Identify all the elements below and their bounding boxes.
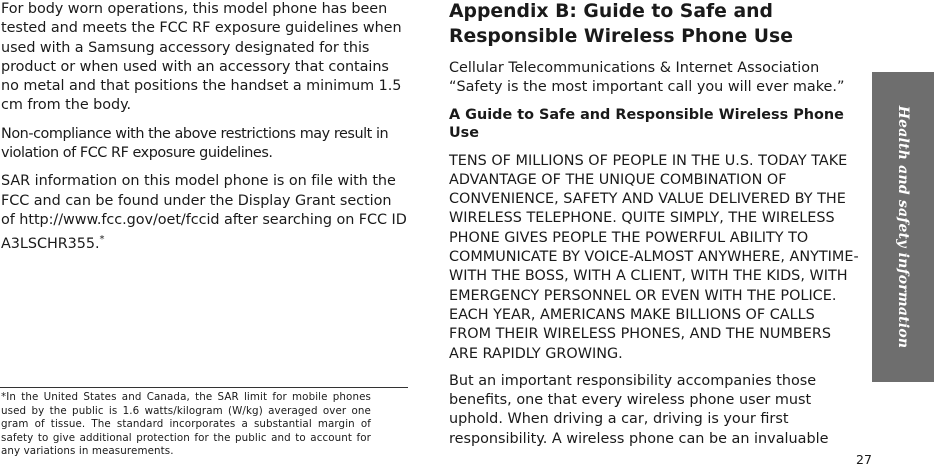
intro-paragraph: TENS OF MILLIONS OF PEOPLE IN THE U.S. TODAY TAKE ADVANTAGE OF THE UNIQUE COMBINATION OF CONVENIENCE, SAFETY AND VALUE DELIVERED BY THE WIRELESS TELEPHONE. QUITE SIMPLY, THE WIRELESS PHONE GIVES PEOPLE THE POWERFUL ABILITY TO COMMUNICATE BY VOICE-ALMOST ANYWHERE, ANYTIME-WITH THE BOSS, WITH A CLIENT, WITH THE KIDS, WITH EMERGENCY PERSONNEL OR EVEN WITH THE POLICE. EACH YEAR, AMERICANS MAKE BILLIONS OF CALLS FROM THEIR WIRELESS PHONES, AND THE NUMBERS ARE RAPIDLY GROWING.: [449, 152, 859, 362]
non-compliance-paragraph: Non-compliance with the above restrictions may result in violation of FCC RF exposure guidelines.: [1, 125, 389, 162]
section-heading: A Guide to Safe and Responsible Wireless Phone Use: [449, 106, 844, 142]
section-side-tab: [872, 72, 934, 382]
responsibility-paragraph: But an important responsibility accompanies those benefits, one that every wireless phone user must uphold. When driving a car, driving is your first responsibility. A wireless phone can be an invaluable: [449, 372, 829, 447]
side-tab-label: Health and safety information: [895, 105, 911, 349]
body-worn-paragraph: For body worn operations, this model phone has been tested and meets the FCC RF exposure guidelines when used with a Samsung accessory designated for this product or when used with an accessory that contains no metal and that positions the handset a minimum 1.5 cm from the body.: [1, 1, 402, 114]
sar-info-paragraph: [1, 172, 409, 254]
appendix-subtitle: [449, 59, 859, 98]
sar-footnote: *In the United States and Canada, the SAR limit for mobile phones used by the public is 1.6 watts/kilogram (W/kg) averaged over one gram of tissue. The standard incorporates a substantial margin of safety to give additional protection for the public and to account for any variations in measurements.: [1, 391, 371, 457]
safety-quote: “Safety is the most important call you will ever make.”: [449, 79, 845, 96]
page-number: 27: [856, 452, 872, 467]
sar-info-text: SAR information on this model phone is on file with the FCC and can be found under the Display Grant section of http://www.fcc.gov/oet/fccid after searching on FCC ID A3LSCHR355.: [1, 173, 407, 253]
association-name: Cellular Telecommunications & Internet Association: [449, 60, 820, 76]
footnote-marker: *: [99, 234, 105, 246]
right-column: [449, 0, 859, 457]
left-column: [1, 0, 409, 263]
appendix-title: Appendix B: Guide to Safe and Responsible Wireless Phone Use: [449, 1, 793, 47]
footnote-divider: [0, 387, 408, 388]
